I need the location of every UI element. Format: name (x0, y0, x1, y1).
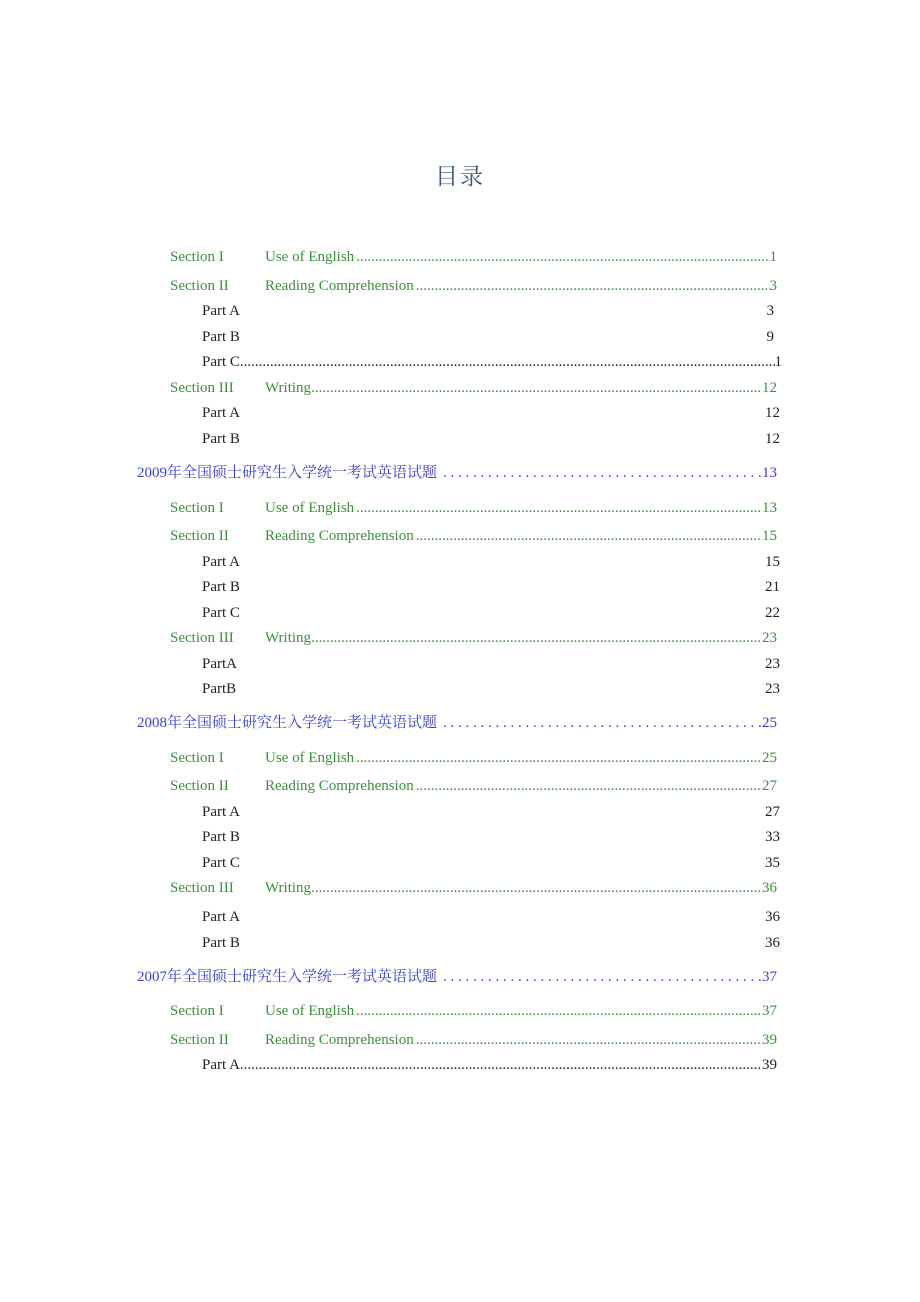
toc-page-number: 23 (762, 630, 777, 646)
toc-entry-part[interactable] (202, 907, 780, 927)
toc-section-label: Section III (170, 380, 234, 396)
toc-page-number: 12 (765, 431, 780, 447)
toc-entry-section[interactable] (170, 628, 777, 648)
toc-page-number: 1 (774, 354, 782, 370)
toc-page-number: 27 (765, 804, 780, 820)
toc-section-label: Section I (170, 249, 224, 265)
toc-page-number: 35 (765, 855, 780, 871)
toc-section-title: Reading Comprehension (265, 1032, 414, 1048)
toc-section-title: Use of English (265, 750, 355, 766)
toc-part-title: PartB (202, 681, 237, 697)
dot-leader (443, 713, 762, 733)
dot-leader (240, 352, 775, 372)
toc-section-title: Use of English (265, 249, 355, 265)
toc-page-number: 25 (762, 715, 777, 731)
toc-entry-exam[interactable] (137, 967, 777, 987)
toc-section-title: Reading Comprehension (265, 528, 414, 544)
toc-entry-part[interactable] (202, 603, 780, 623)
toc-page-number: 37 (762, 969, 777, 985)
toc-page-number: 25 (762, 750, 777, 766)
toc-entry-part[interactable] (202, 352, 782, 372)
toc-section-label: Section II (170, 778, 229, 794)
toc-entry-part[interactable] (202, 679, 780, 699)
toc-page-number: 9 (766, 329, 774, 345)
toc-entry-section[interactable] (170, 1001, 777, 1021)
toc-entry-section[interactable] (170, 1030, 777, 1050)
toc-entry-part[interactable] (202, 429, 780, 449)
toc-exam-title: 2008年全国硕士研究生入学统一考试英语试题 (137, 715, 438, 731)
toc-entry-part[interactable] (202, 301, 780, 321)
toc-page-number: 3 (766, 303, 774, 319)
toc-entry-part[interactable] (202, 403, 780, 423)
toc-part-title: Part B (202, 579, 240, 595)
toc-page-number: 21 (765, 579, 780, 595)
toc-part-title: Part C (202, 354, 240, 370)
toc-entry-part[interactable] (202, 802, 780, 822)
toc-entry-section[interactable] (170, 247, 777, 267)
toc-section-title: Writing (265, 380, 312, 396)
toc-section-label: Section II (170, 278, 229, 294)
toc-page-number: 36 (765, 909, 780, 925)
toc-section-title: Reading Comprehension (265, 778, 414, 794)
toc-page-number: 3 (769, 278, 777, 294)
dot-leader (356, 498, 762, 518)
dot-leader (356, 748, 762, 768)
toc-entry-section[interactable] (170, 276, 777, 296)
page-title: 目录 (435, 164, 485, 190)
toc-page-number: 36 (762, 880, 777, 896)
dot-leader (416, 526, 762, 546)
toc-entry-part[interactable] (202, 827, 780, 847)
toc-entry-exam[interactable] (137, 713, 777, 733)
dot-leader (240, 1055, 762, 1075)
toc-part-title: Part A (202, 909, 240, 925)
toc-exam-title: 2009年全国硕士研究生入学统一考试英语试题 (137, 465, 438, 481)
toc-page-number: 23 (765, 656, 780, 672)
toc-page-number: 39 (762, 1032, 777, 1048)
toc-page-number: 39 (762, 1057, 777, 1073)
toc-page-number: 33 (765, 829, 780, 845)
toc-page-number: 23 (765, 681, 780, 697)
toc-section-title: Reading Comprehension (265, 278, 414, 294)
dot-leader (311, 628, 762, 648)
toc-entry-part[interactable] (202, 577, 780, 597)
dot-leader (443, 463, 762, 483)
toc-page-number: 27 (762, 778, 777, 794)
toc-page-number: 12 (765, 405, 780, 421)
toc-entry-part[interactable] (202, 654, 780, 674)
toc-part-title: Part A (202, 303, 240, 319)
toc-page-number: 12 (762, 380, 777, 396)
toc-part-title: Part C (202, 605, 240, 621)
toc-entry-part[interactable] (202, 1055, 777, 1075)
toc-page-number: 13 (762, 465, 777, 481)
toc-entry-section[interactable] (170, 526, 777, 546)
toc-entry-section[interactable] (170, 776, 777, 796)
toc-part-title: Part B (202, 829, 240, 845)
toc-section-label: Section II (170, 528, 229, 544)
toc-page-number: 1 (769, 249, 777, 265)
toc-entry-part[interactable] (202, 853, 780, 873)
toc-entry-part[interactable] (202, 933, 780, 953)
dot-leader (311, 878, 762, 898)
toc-section-title: Use of English (265, 500, 355, 516)
toc-section-title: Writing (265, 880, 312, 896)
toc-section-title: Use of English (265, 1003, 355, 1019)
toc-entry-section[interactable] (170, 498, 777, 518)
toc-page-number: 13 (762, 500, 777, 516)
toc-section-title: Writing (265, 630, 312, 646)
toc-entry-exam[interactable] (137, 463, 777, 483)
toc-part-title: Part A (202, 554, 240, 570)
dot-leader (356, 247, 769, 267)
toc-section-label: Section II (170, 1032, 229, 1048)
toc-part-title: Part B (202, 935, 240, 951)
toc-section-label: Section I (170, 1003, 224, 1019)
dot-leader (416, 276, 770, 296)
toc-page-number: 15 (765, 554, 780, 570)
dot-leader (311, 378, 762, 398)
toc-page-number: 36 (765, 935, 780, 951)
toc-page-number: 22 (765, 605, 780, 621)
toc-entry-section[interactable] (170, 748, 777, 768)
toc-section-label: Section I (170, 750, 224, 766)
toc-part-title: Part B (202, 431, 240, 447)
toc-part-title: Part C (202, 855, 240, 871)
toc-entry-section[interactable] (170, 378, 777, 398)
toc-entry-part[interactable] (202, 327, 780, 347)
toc-part-title: Part B (202, 329, 240, 345)
toc-page-number: 15 (762, 528, 777, 544)
dot-leader (416, 776, 762, 796)
toc-exam-title: 2007年全国硕士研究生入学统一考试英语试题 (137, 969, 438, 985)
dot-leader (443, 967, 762, 987)
dot-leader (356, 1001, 762, 1021)
toc-part-title: Part A (202, 1057, 240, 1073)
toc-part-title: Part A (202, 804, 240, 820)
toc-part-title: PartA (202, 656, 237, 672)
toc-page-number: 37 (762, 1003, 777, 1019)
dot-leader (416, 1030, 762, 1050)
toc-section-label: Section I (170, 500, 224, 516)
toc-section-label: Section III (170, 630, 234, 646)
toc-entry-section[interactable] (170, 878, 777, 898)
toc-section-label: Section III (170, 880, 234, 896)
toc-part-title: Part A (202, 405, 240, 421)
toc-entry-part[interactable] (202, 552, 780, 572)
